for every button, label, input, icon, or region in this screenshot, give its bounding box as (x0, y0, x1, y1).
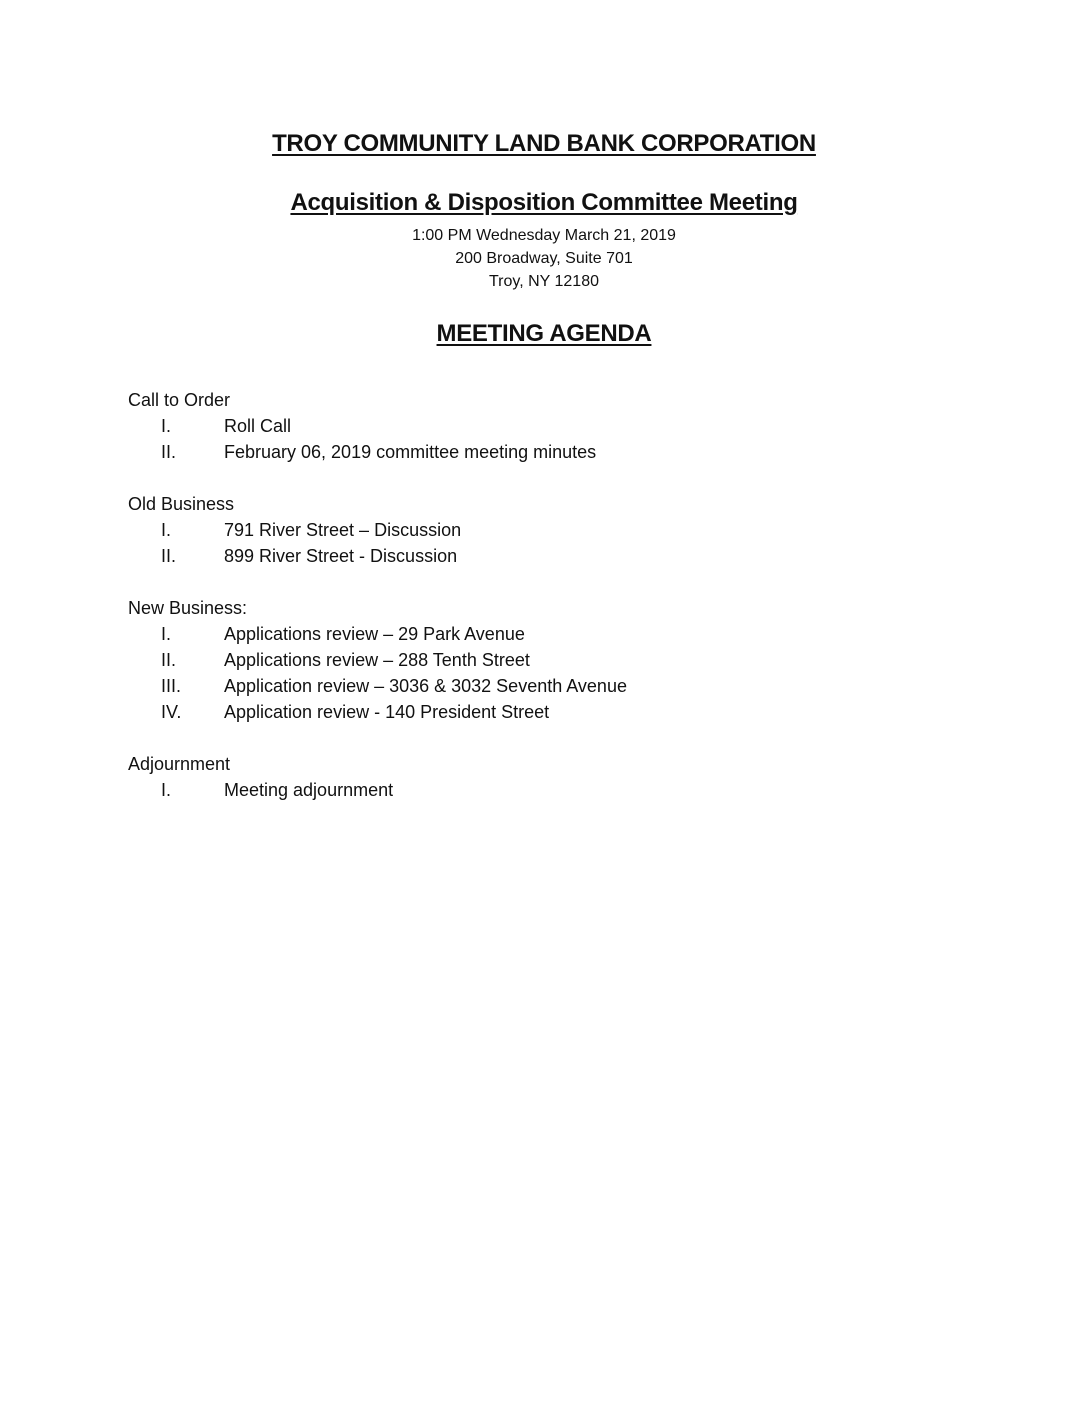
item-number: I. (161, 780, 172, 800)
item-number: IV. (161, 702, 182, 722)
committee-title: Acquisition & Disposition Committee Meeting (290, 189, 798, 216)
section-adjournment (128, 751, 988, 803)
section-new-business (128, 595, 988, 725)
item-number: I. (161, 416, 172, 436)
organization-title: TROY COMMUNITY LAND BANK CORPORATION (272, 130, 816, 157)
item-number: III. (161, 676, 182, 696)
section-title: Adjournment (128, 754, 231, 774)
agenda-item (128, 777, 988, 803)
section-title: Old Business (128, 494, 235, 514)
item-number: II. (161, 650, 177, 670)
item-text: Applications review – 29 Park Avenue (224, 624, 525, 644)
item-text: 899 River Street - Discussion (224, 546, 458, 566)
address-line-2: Troy, NY 12180 (489, 273, 599, 290)
item-text: Meeting adjournment (224, 780, 394, 800)
item-text: Applications review – 288 Tenth Street (224, 650, 530, 670)
agenda-item (128, 517, 988, 543)
item-number: II. (161, 442, 177, 462)
agenda-item (128, 413, 988, 439)
agenda-list (128, 387, 988, 829)
item-text: Application review - 140 President Street (224, 702, 550, 722)
item-text: February 06, 2019 committee meeting minutes (224, 442, 597, 462)
agenda-item (128, 543, 988, 569)
address-line-1: 200 Broadway, Suite 701 (455, 250, 633, 267)
item-number: I. (161, 624, 172, 644)
item-text: Roll Call (224, 416, 292, 436)
item-number: II. (161, 546, 177, 566)
item-text: 791 River Street – Discussion (224, 520, 462, 540)
agenda-item (128, 699, 988, 725)
meeting-datetime: 1:00 PM Wednesday March 21, 2019 (412, 227, 676, 244)
agenda-item (128, 673, 988, 699)
item-number: I. (161, 520, 172, 540)
item-text: Application review – 3036 & 3032 Seventh Avenue (224, 676, 627, 696)
section-call-to-order (128, 387, 988, 465)
agenda-item (128, 647, 988, 673)
section-title: Call to Order (128, 390, 231, 410)
agenda-item (128, 439, 988, 465)
section-title: New Business: (128, 598, 248, 618)
agenda-title: MEETING AGENDA (436, 320, 652, 347)
section-old-business (128, 491, 988, 569)
agenda-item (128, 621, 988, 647)
